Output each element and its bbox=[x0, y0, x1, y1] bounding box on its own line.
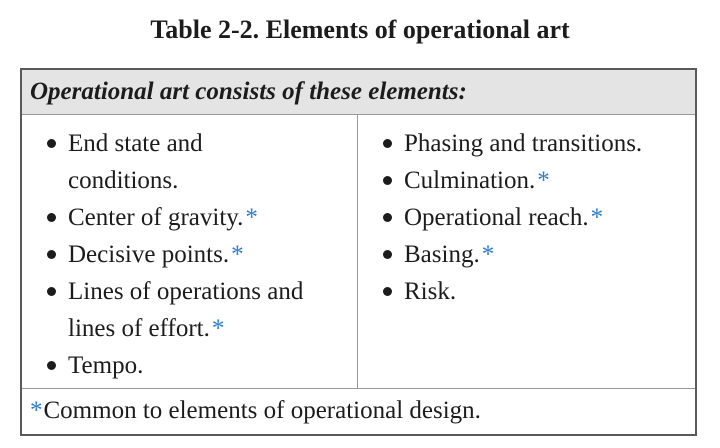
operational-art-table bbox=[20, 68, 697, 436]
asterisk-marker: * bbox=[211, 315, 225, 342]
list-item bbox=[22, 125, 357, 199]
table-caption: Table 2-2. Elements of operational art bbox=[150, 15, 570, 44]
list-item-text: Decisive points. bbox=[68, 241, 230, 268]
document-page bbox=[0, 14, 720, 436]
list-item-text: Risk. bbox=[404, 278, 457, 305]
asterisk-marker: * bbox=[245, 204, 258, 231]
asterisk-marker: * bbox=[481, 241, 495, 268]
list-item-text: End state and conditions. bbox=[68, 130, 203, 194]
table-header-row bbox=[22, 70, 695, 115]
right-column-list bbox=[358, 115, 695, 388]
footnote-asterisk: * bbox=[30, 397, 43, 424]
table-header-text: Operational art consists of these elements: bbox=[30, 78, 467, 105]
list-item bbox=[358, 236, 695, 273]
table-footnote-row bbox=[22, 388, 695, 434]
list-item bbox=[358, 273, 695, 310]
list-item-text: Lines of operations and lines of effort. bbox=[68, 278, 304, 342]
list-item-text: Operational reach. bbox=[404, 204, 589, 231]
asterisk-marker: * bbox=[590, 204, 604, 231]
list-item-text: Tempo. bbox=[68, 352, 144, 379]
list-item bbox=[22, 347, 357, 384]
left-column-list bbox=[22, 115, 358, 388]
list-item bbox=[358, 162, 695, 199]
list-item-text: Center of gravity. bbox=[68, 204, 244, 231]
list-item bbox=[358, 125, 695, 162]
list-item bbox=[22, 199, 357, 236]
list-item bbox=[22, 236, 357, 273]
table-body bbox=[22, 115, 695, 388]
list-item bbox=[22, 273, 357, 347]
list-item bbox=[358, 199, 695, 236]
list-item-text: Phasing and transitions. bbox=[404, 130, 643, 157]
list-item-text: Culmination. bbox=[404, 167, 536, 194]
asterisk-marker: * bbox=[537, 167, 550, 194]
asterisk-marker: * bbox=[231, 241, 244, 268]
footnote-text: Common to elements of operational design. bbox=[43, 397, 481, 424]
list-item-text: Basing. bbox=[404, 241, 480, 268]
